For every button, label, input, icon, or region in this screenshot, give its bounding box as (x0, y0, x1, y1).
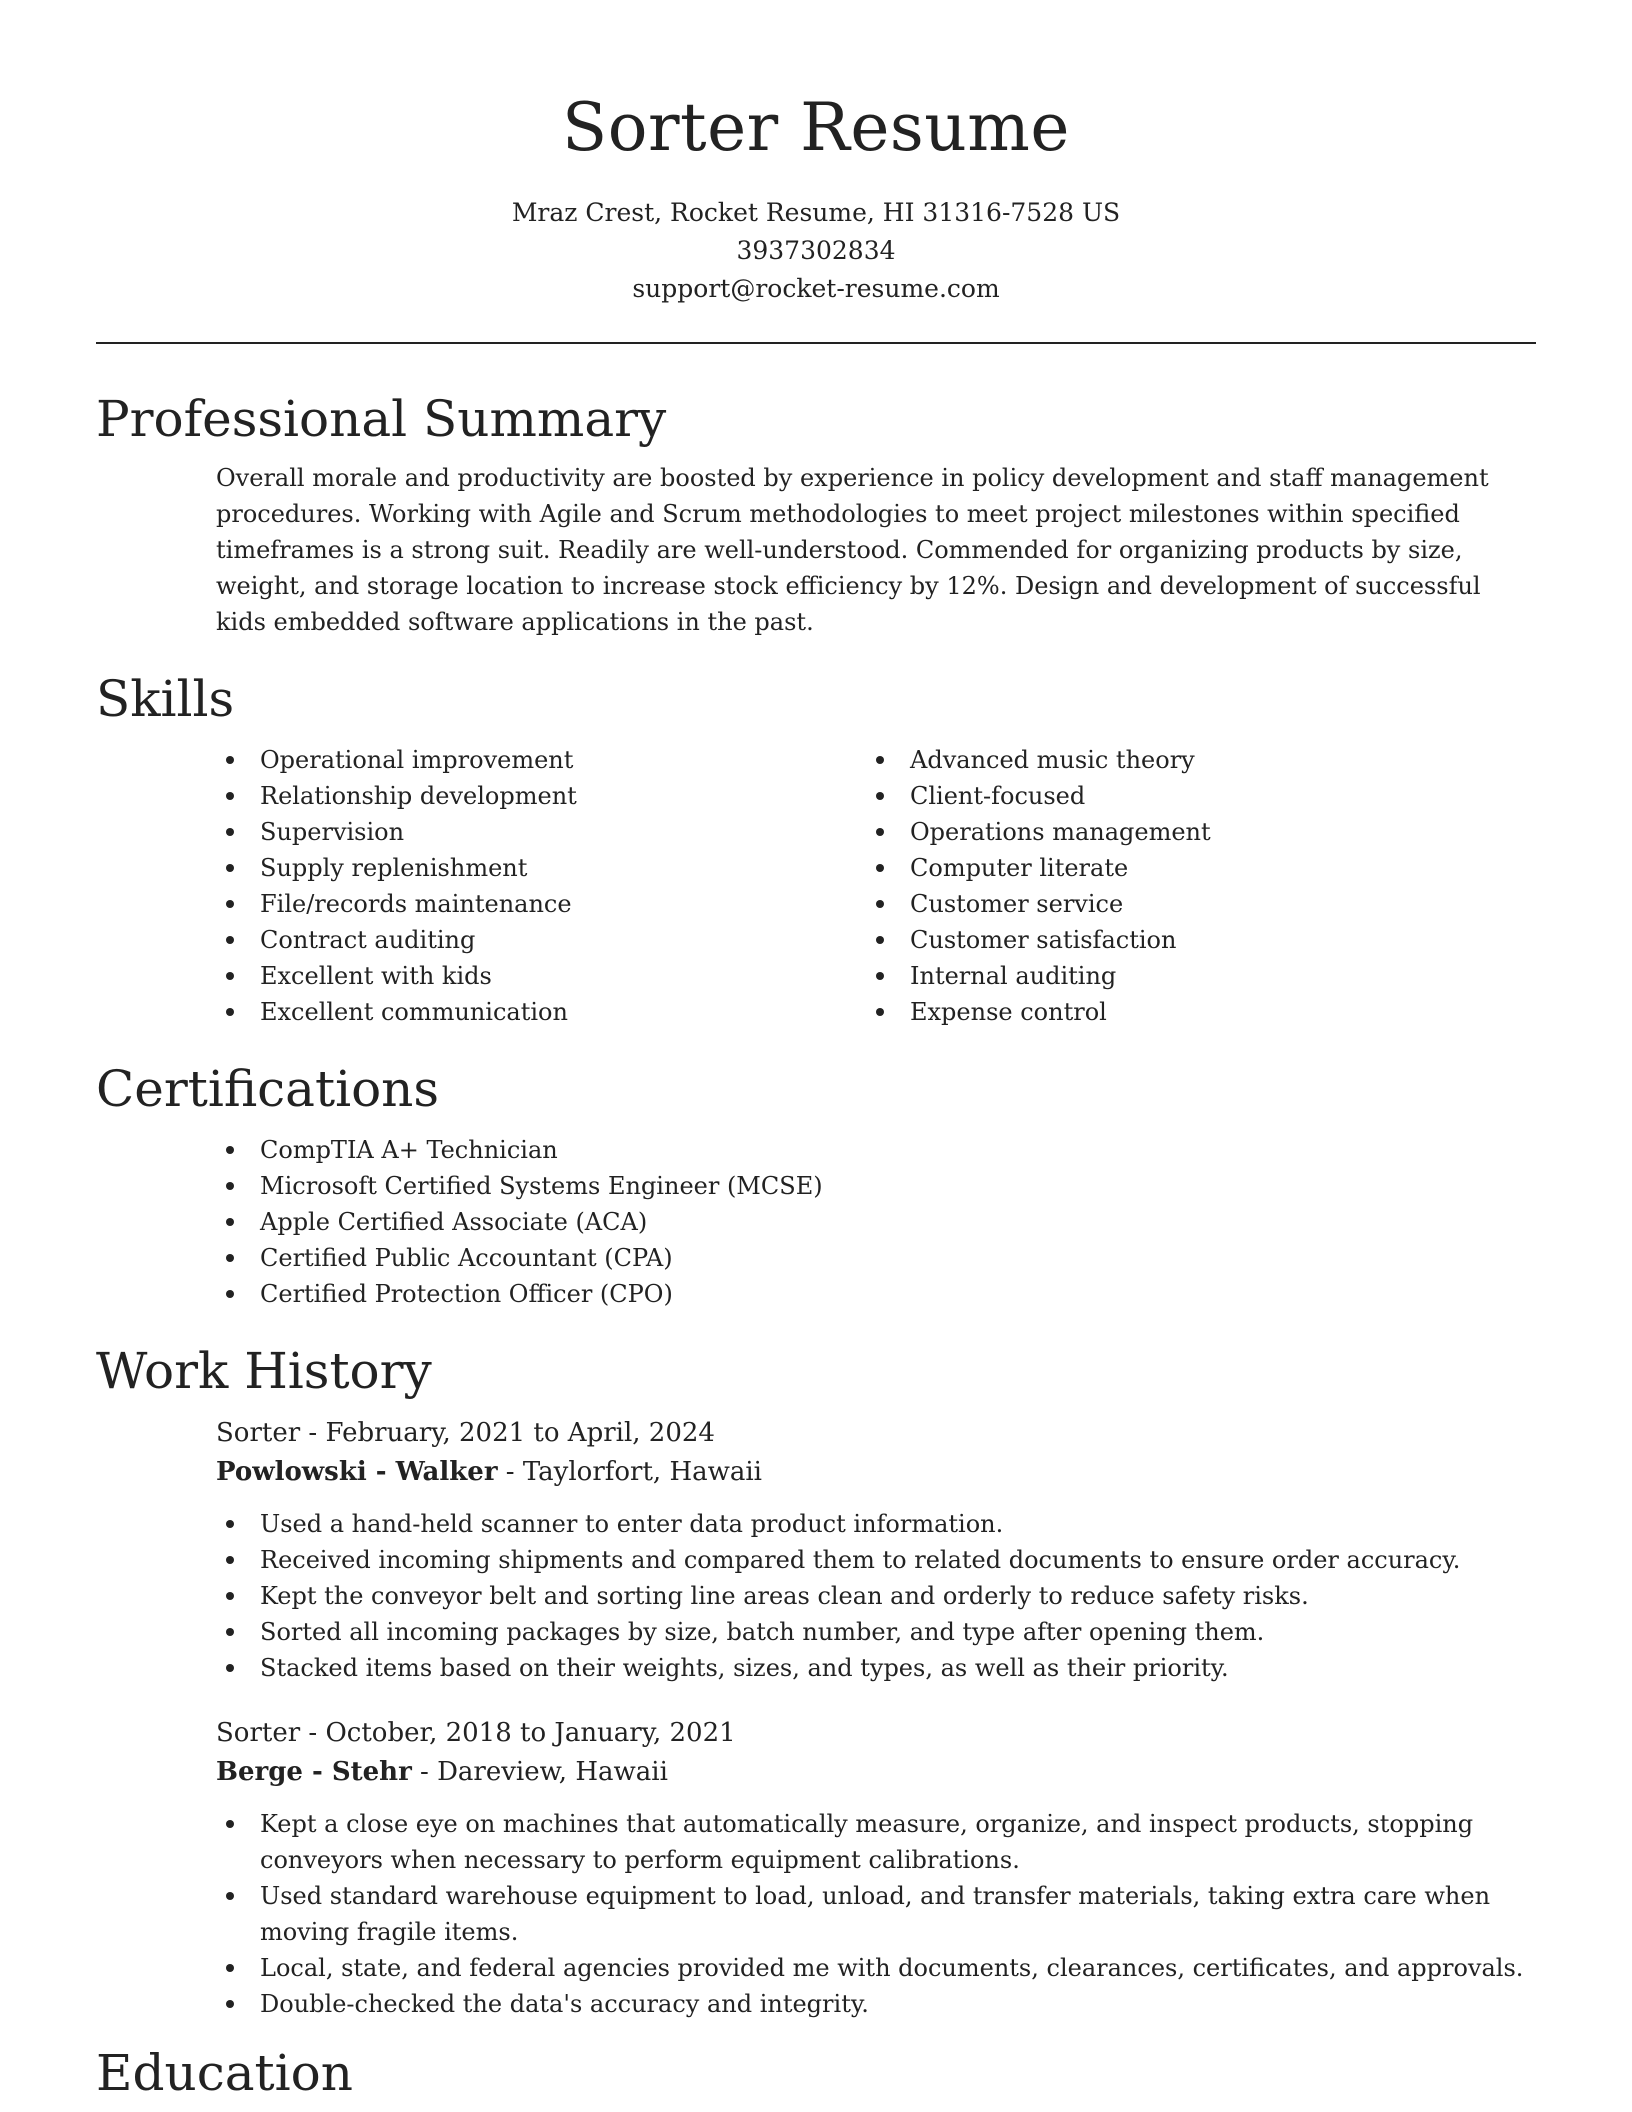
list-item: Customer satisfaction (866, 922, 1516, 958)
header-divider (96, 342, 1536, 344)
list-item: Stacked items based on their weights, sizes, and types, as well as their priority. (216, 1650, 1536, 1686)
skills-list (216, 742, 1536, 1030)
skills-column-left (216, 742, 866, 1030)
job-company-line (216, 1453, 1536, 1492)
list-item: Certified Public Accountant (CPA) (216, 1240, 1536, 1276)
list-item: Excellent communication (216, 994, 866, 1030)
list-item: Used a hand-held scanner to enter data product information. (216, 1506, 1536, 1542)
list-item: Supervision (216, 814, 866, 850)
list-item: Apple Certified Associate (ACA) (216, 1204, 1536, 1240)
list-item: Local, state, and federal agencies provided me with documents, clearances, certificates, and approvals. (216, 1950, 1536, 1986)
job-role: Sorter (216, 1718, 301, 1748)
list-item: CompTIA A+ Technician (216, 1132, 1536, 1168)
certifications-heading: Certifications (96, 1060, 440, 1118)
list-item: Certified Protection Officer (CPO) (216, 1276, 1536, 1312)
list-item: Kept a close eye on machines that automatically measure, organize, and inspect products, stopping conveyors when necessary to perform equipment calibrations. (216, 1806, 1536, 1878)
list-item: Used standard warehouse equipment to load, unload, and transfer materials, taking extra care when moving fragile items. (216, 1878, 1536, 1950)
education-heading: Education (96, 2044, 353, 2102)
list-item: Kept the conveyor belt and sorting line areas clean and orderly to reduce safety risks. (216, 1578, 1536, 1614)
job-role: Sorter (216, 1418, 301, 1448)
job-dates: - October, 2018 to January, 2021 (300, 1718, 736, 1748)
summary-heading: Professional Summary (96, 390, 667, 448)
job-company: Berge - Stehr (216, 1757, 412, 1787)
contact-info (96, 194, 1536, 308)
list-item: Double-checked the data's accuracy and integrity. (216, 1986, 1536, 2022)
list-item: Advanced music theory (866, 742, 1516, 778)
list-item: Operations management (866, 814, 1516, 850)
email: support@rocket-resume.com (632, 274, 1000, 303)
list-item: Computer literate (866, 850, 1516, 886)
list-item: Excellent with kids (216, 958, 866, 994)
phone: 3937302834 (736, 236, 896, 265)
list-item: Relationship development (216, 778, 866, 814)
list-item: Client-focused (866, 778, 1516, 814)
job-location: - Taylorfort, Hawaii (497, 1457, 762, 1487)
resume-title: Sorter Resume (562, 89, 1070, 166)
skills-heading: Skills (96, 670, 235, 728)
job-bullets (216, 1806, 1536, 2022)
address: Mraz Crest, Rocket Resume, HI 31316-7528 US (511, 198, 1121, 227)
job-title-line (216, 1714, 1536, 1753)
job-title-line (216, 1414, 1536, 1453)
list-item: Internal auditing (866, 958, 1516, 994)
list-item: Microsoft Certified Systems Engineer (MCSE) (216, 1168, 1536, 1204)
skills-column-right (866, 742, 1516, 1030)
work-history-heading: Work History (96, 1342, 432, 1400)
list-item: Expense control (866, 994, 1516, 1030)
job-dates: - February, 2021 to April, 2024 (300, 1418, 715, 1448)
resume-header (96, 0, 1536, 308)
list-item: Customer service (866, 886, 1516, 922)
list-item: Contract auditing (216, 922, 866, 958)
job-company: Powlowski - Walker (216, 1457, 498, 1487)
job-company-line (216, 1753, 1536, 1792)
resume-page (96, 0, 1536, 2104)
summary-text: Overall morale and productivity are boosted by experience in policy development and staff management procedures. Working with Agile and Scrum methodologies to meet project milestones within specified timeframes is a strong suit. Readily are well-understood. Commended for organizing products by size, weight, and storage location to increase stock efficiency by 12%. Design and development of successful kids embedded software applications in the past. (216, 464, 1489, 636)
list-item: Operational improvement (216, 742, 866, 778)
list-item: File/records maintenance (216, 886, 866, 922)
list-item: Supply replenishment (216, 850, 866, 886)
job-location: - Dareview, Hawaii (411, 1757, 668, 1787)
job-entry (216, 1414, 1536, 1686)
certifications-list (216, 1132, 1536, 1312)
list-item: Received incoming shipments and compared them to related documents to ensure order accuracy. (216, 1542, 1536, 1578)
job-bullets (216, 1506, 1536, 1686)
job-entry (216, 1714, 1536, 2022)
list-item: Sorted all incoming packages by size, batch number, and type after opening them. (216, 1614, 1536, 1650)
